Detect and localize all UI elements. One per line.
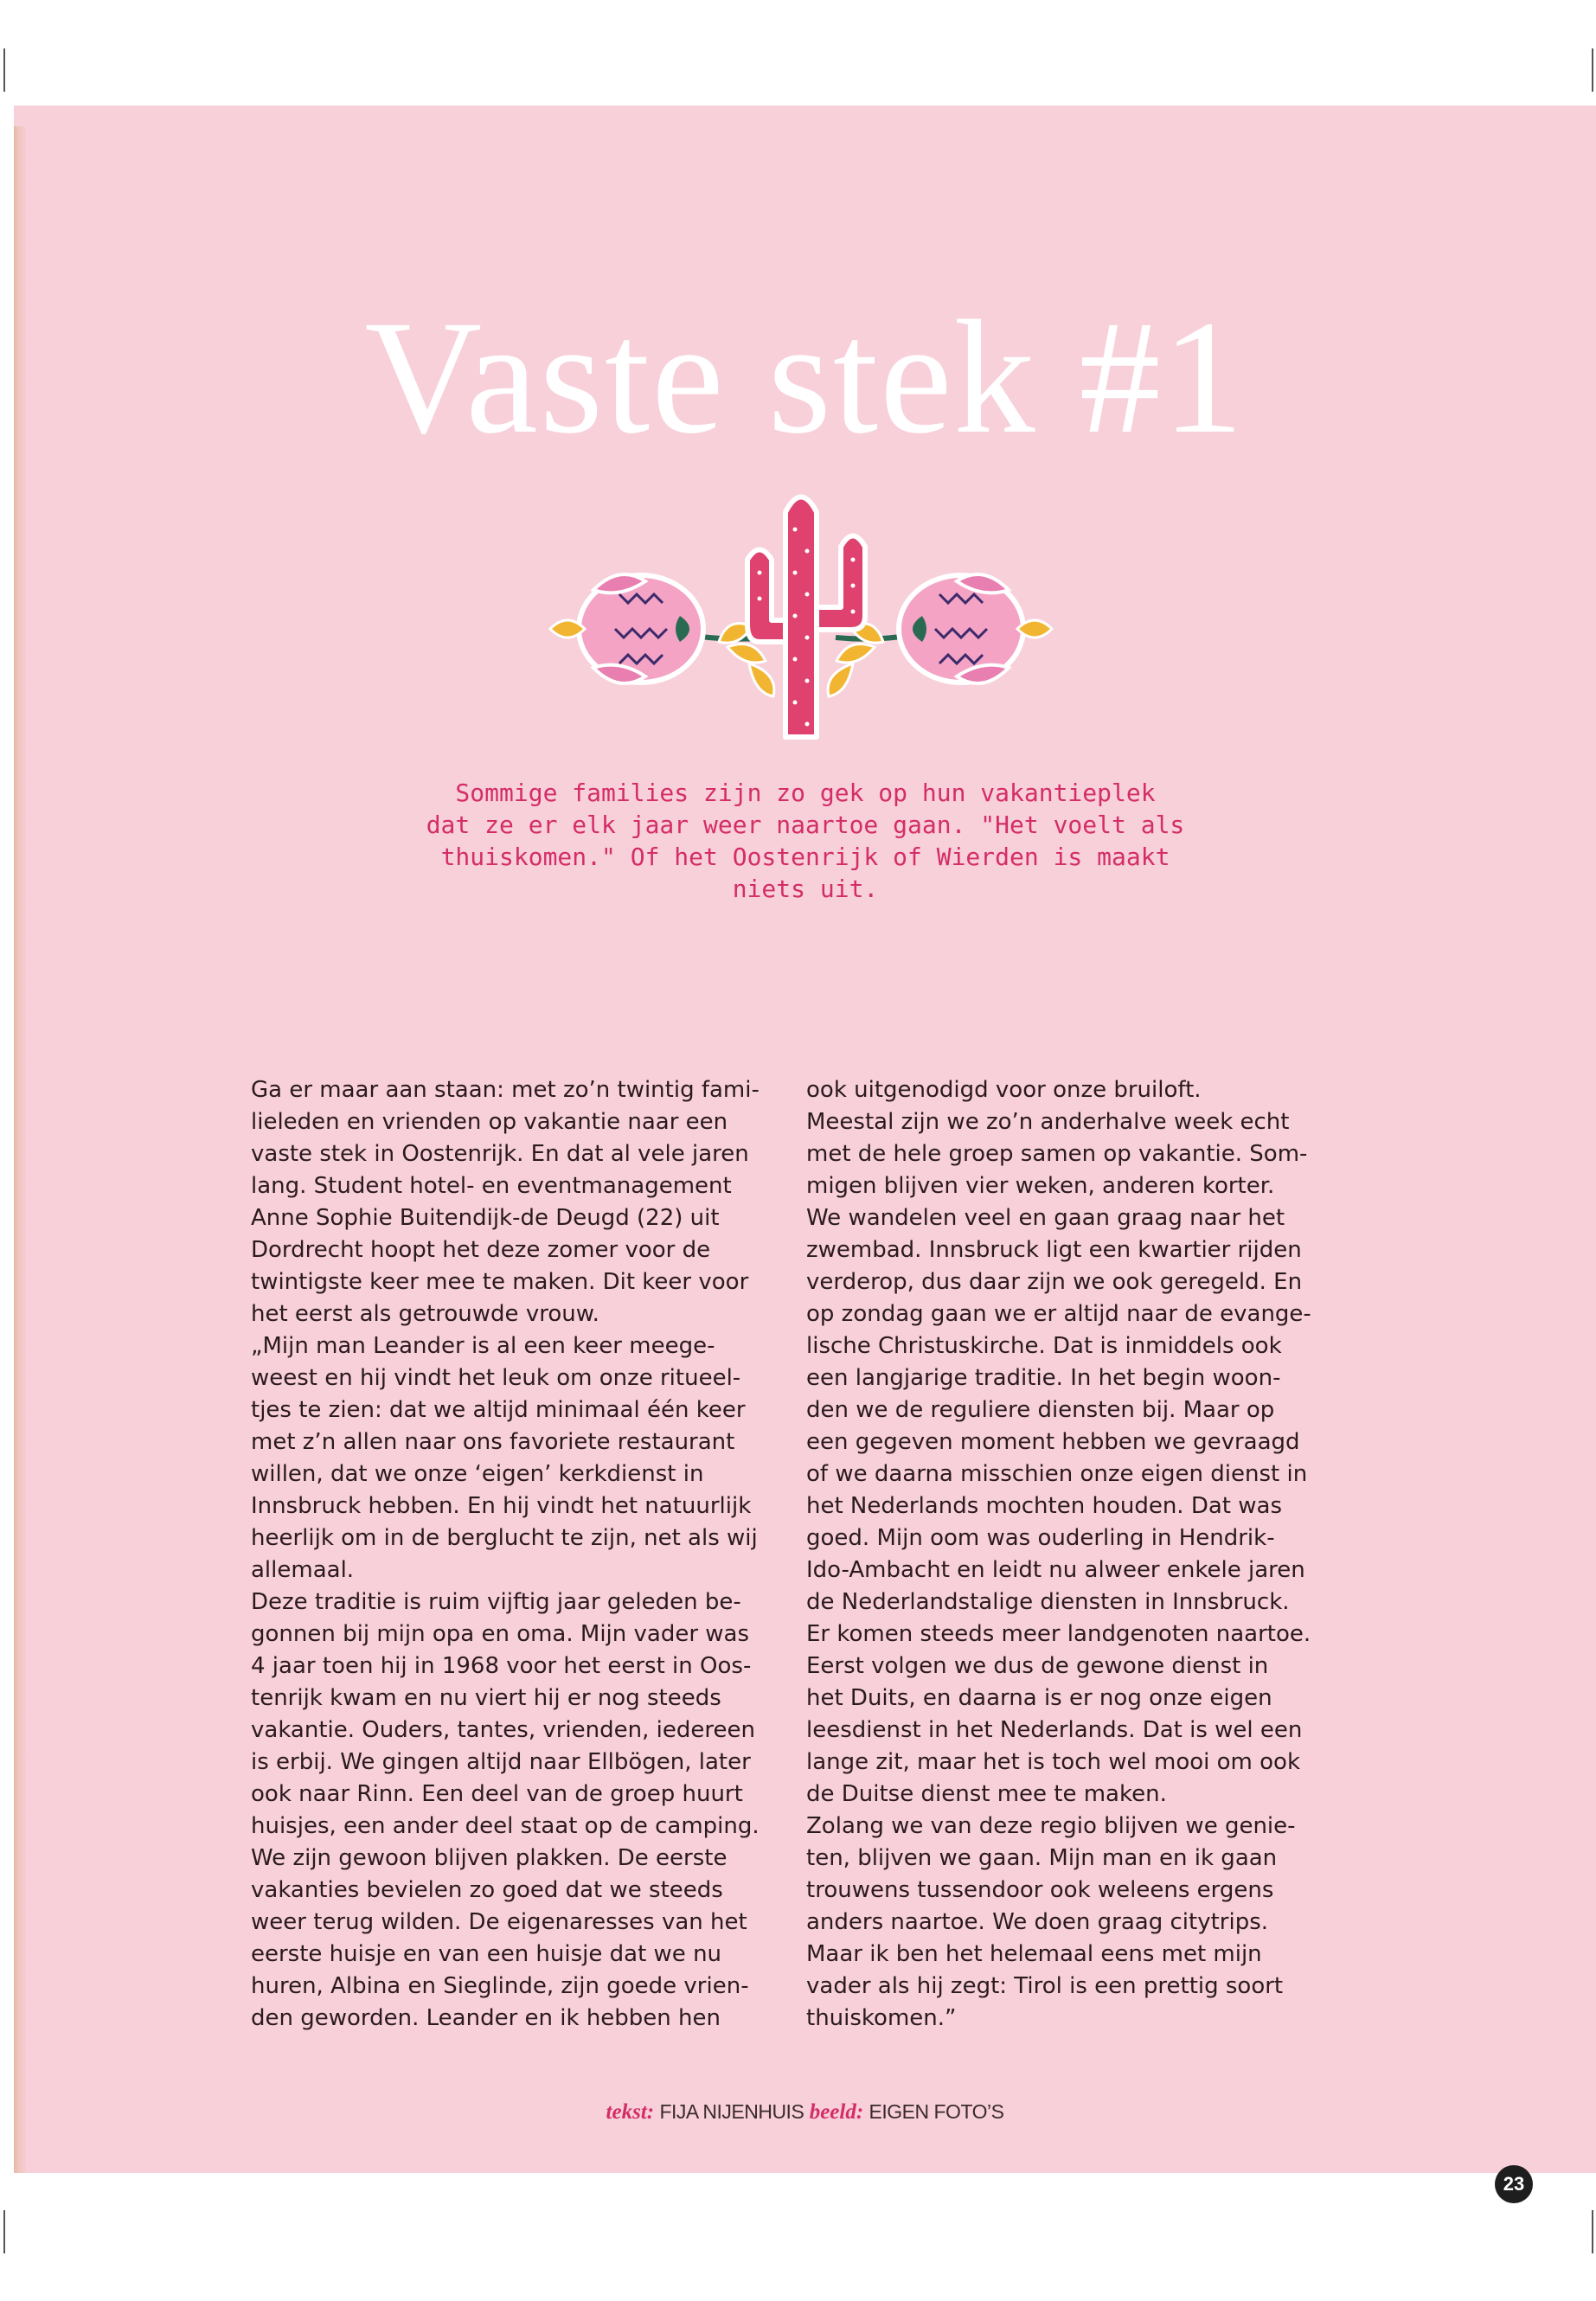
crop-mark-top-right bbox=[1592, 48, 1593, 92]
body-line: Ido-Ambacht en leidt nu alweer enkele jaren bbox=[806, 1557, 1305, 1583]
body-line: Ga er maar aan staan: met zo’n twintig fami- bbox=[251, 1077, 760, 1103]
body-line: lieleden en vrienden op vakantie naar een bbox=[251, 1109, 728, 1135]
body-line: het eerst als getrouwde vrouw. bbox=[251, 1301, 599, 1327]
body-line: leesdienst in het Nederlands. Dat is wel een bbox=[806, 1717, 1303, 1743]
intro-line: dat ze er elk jaar weer naartoe gaan. "Het voelt als bbox=[426, 811, 1185, 839]
body-line: Er komen steeds meer landgenoten naartoe. bbox=[806, 1621, 1311, 1647]
body-line: huren, Albina en Sieglinde, zijn goede vrien- bbox=[251, 1973, 749, 1999]
body-line: vader als hij zegt: Tirol is een prettig soort bbox=[806, 1973, 1284, 1999]
body-line: weer terug wilden. De eigenaresses van het bbox=[251, 1909, 747, 1935]
body-line: lische Christuskirche. Dat is inmiddels ook bbox=[806, 1333, 1282, 1359]
body-line: heerlijk om in de berglucht te zijn, net als wij bbox=[251, 1525, 758, 1551]
body-line: den we de reguliere diensten bij. Maar op bbox=[806, 1397, 1275, 1423]
body-line: of we daarna misschien onze eigen dienst in bbox=[806, 1461, 1308, 1487]
body-line: Anne Sophie Buitendijk-de Deugd (22) uit bbox=[251, 1205, 720, 1231]
intro-line: niets uit. bbox=[732, 875, 879, 903]
body-line: 4 jaar toen hij in 1968 voor het eerst in Oos- bbox=[251, 1653, 752, 1679]
body-line: Innsbruck hebben. En hij vindt het natuurlijk bbox=[251, 1493, 752, 1519]
body-line: vaste stek in Oostenrijk. En dat al vele jaren bbox=[251, 1141, 749, 1167]
crop-mark-bottom-right bbox=[1592, 2210, 1593, 2253]
body-line: „Mijn man Leander is al een keer meege- bbox=[251, 1333, 715, 1359]
body-line: Deze traditie is ruim vijftig jaar geleden be- bbox=[251, 1589, 741, 1615]
body-line: het Nederlands mochten houden. Dat was bbox=[806, 1493, 1282, 1519]
intro-line: Sommige families zijn zo gek op hun vakantieplek bbox=[455, 779, 1156, 807]
crop-mark-bottom-left bbox=[3, 2210, 5, 2253]
body-column-left bbox=[251, 1074, 774, 2035]
body-line: een langjarige traditie. In het begin woon- bbox=[806, 1365, 1281, 1391]
cactus-flowers-icon bbox=[533, 478, 1069, 746]
body-line: met de hele groep samen op vakantie. Som- bbox=[806, 1141, 1308, 1167]
body-line: is erbij. We gingen altijd naar Ellbögen, later bbox=[251, 1749, 751, 1775]
body-line: een gegeven moment hebben we gevraagd bbox=[806, 1429, 1300, 1455]
body-line: goed. Mijn oom was ouderling in Hendrik- bbox=[806, 1525, 1275, 1551]
body-line: de Nederlandstalige diensten in Innsbruck. bbox=[806, 1589, 1290, 1615]
body-line: Maar ik ben het helemaal eens met mijn bbox=[806, 1941, 1262, 1967]
credit-text-value: FIJA NIJENHUIS bbox=[659, 2100, 804, 2123]
body-line: anders naartoe. We doen graag citytrips. bbox=[806, 1909, 1269, 1935]
body-line: vakantie. Ouders, tantes, vrienden, iedereen bbox=[251, 1717, 755, 1743]
body-line: vakanties bevielen zo goed dat we steeds bbox=[251, 1877, 723, 1903]
body-line: weest en hij vindt het leuk om onze ritueel- bbox=[251, 1365, 741, 1391]
body-line: We wandelen veel en gaan graag naar het bbox=[806, 1205, 1285, 1231]
body-line: willen, dat we onze ‘eigen’ kerkdienst in bbox=[251, 1461, 704, 1487]
body-line: gonnen bij mijn opa en oma. Mijn vader was bbox=[251, 1621, 750, 1647]
body-line: zwembad. Innsbruck ligt een kwartier rijden bbox=[806, 1237, 1302, 1263]
credit-image-value: EIGEN FOTO’S bbox=[869, 2100, 1004, 2123]
body-line: migen blijven vier weken, anderen korter. bbox=[806, 1173, 1275, 1199]
body-line: allemaal. bbox=[251, 1557, 355, 1583]
body-line: lang. Student hotel- en eventmanagement bbox=[251, 1173, 732, 1199]
body-line: lange zit, maar het is toch wel mooi om ook bbox=[806, 1749, 1300, 1775]
body-line: tenrijk kwam en nu viert hij er nog steeds bbox=[251, 1685, 721, 1711]
body-line: ook naar Rinn. Een deel van de groep huurt bbox=[251, 1781, 743, 1807]
body-line: twintigste keer mee te maken. Dit keer voor bbox=[251, 1269, 749, 1295]
credit-text-label: tekst: bbox=[606, 2100, 655, 2124]
crop-mark-top-left bbox=[3, 48, 5, 92]
body-line: thuiskomen.” bbox=[806, 2005, 957, 2031]
body-line: de Duitse dienst mee te maken. bbox=[806, 1781, 1167, 1807]
page-number: 23 bbox=[1495, 2165, 1533, 2203]
body-line: tjes te zien: dat we altijd minimaal één keer bbox=[251, 1397, 746, 1423]
credits-line bbox=[14, 2100, 1596, 2125]
body-line: trouwens tussendoor ook weleens ergens bbox=[806, 1877, 1274, 1903]
body-line: met z’n allen naar ons favoriete restaurant bbox=[251, 1429, 735, 1455]
body-line: Zolang we van deze regio blijven we genie- bbox=[806, 1813, 1296, 1839]
body-line: eerste huisje en van een huisje dat we nu bbox=[251, 1941, 722, 1967]
body-line: We zijn gewoon blijven plakken. De eerste bbox=[251, 1845, 727, 1871]
body-line: Eerst volgen we dus de gewone dienst in bbox=[806, 1653, 1269, 1679]
credit-image-label: beeld: bbox=[809, 2100, 864, 2124]
body-line: ten, blijven we gaan. Mijn man en ik gaan bbox=[806, 1845, 1278, 1871]
body-line: Dordrecht hoopt het deze zomer voor de bbox=[251, 1237, 711, 1263]
magazine-page bbox=[14, 106, 1596, 2195]
body-line: op zondag gaan we er altijd naar de evange- bbox=[806, 1301, 1311, 1327]
body-line: Meestal zijn we zo’n anderhalve week echt bbox=[806, 1109, 1290, 1135]
body-line: den geworden. Leander en ik hebben hen bbox=[251, 2005, 721, 2031]
body-line: ook uitgenodigd voor onze bruiloft. bbox=[806, 1077, 1202, 1103]
body-line: het Duits, en daarna is er nog onze eigen bbox=[806, 1685, 1272, 1711]
intro-text bbox=[360, 777, 1251, 905]
body-line: huisjes, een ander deel staat op de camping. bbox=[251, 1813, 760, 1839]
intro-line: thuiskomen." Of het Oostenrijk of Wierden is maakt bbox=[440, 843, 1170, 871]
body-line: verderop, dus daar zijn we ook geregeld. En bbox=[806, 1269, 1303, 1295]
page-title: Vaste stek #1 bbox=[364, 286, 1246, 467]
body-column-right bbox=[806, 1074, 1330, 2035]
